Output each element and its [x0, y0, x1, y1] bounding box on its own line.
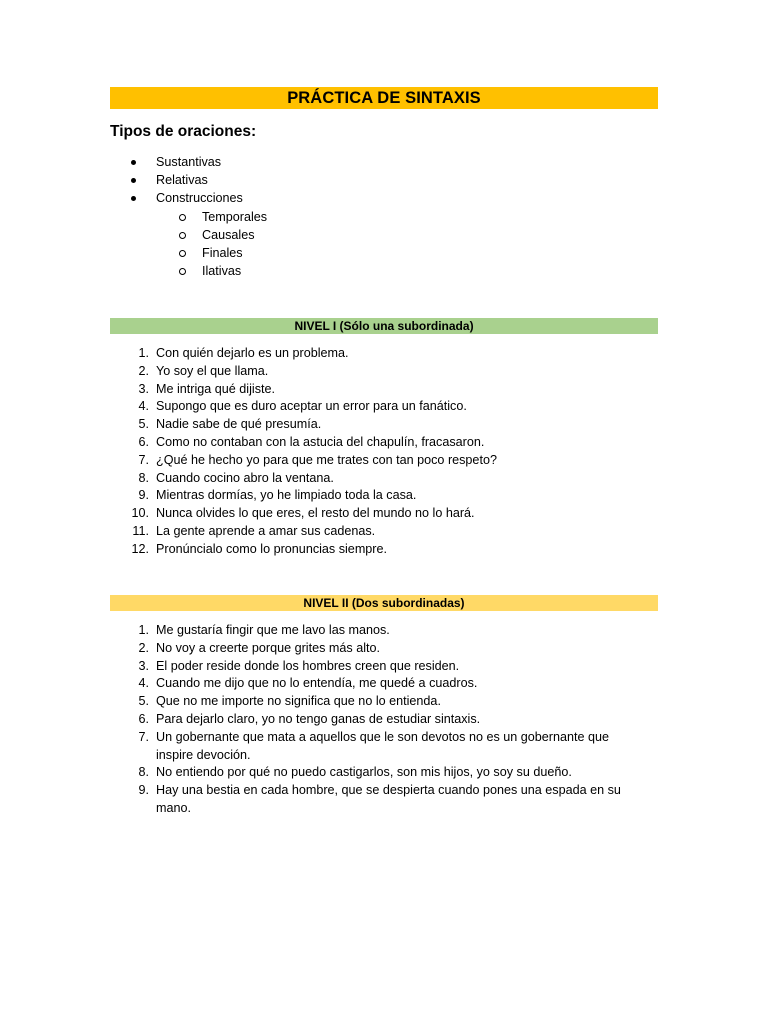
sentence-number: 3. — [138, 658, 149, 673]
sentence-item — [0, 416, 768, 434]
sentence-number: 5. — [138, 417, 149, 432]
sentence-number: 7. — [138, 729, 149, 744]
sentence-item — [0, 381, 768, 399]
sentence-number: 8. — [138, 765, 149, 780]
sentence-text: Yo soy el que llama. — [156, 363, 269, 378]
sentence-item — [0, 345, 768, 363]
sentence-text: Pronúncialo como lo pronuncias siempre. — [156, 541, 388, 556]
sub-list-item — [0, 262, 768, 280]
list-item-label: Sustantivas — [156, 155, 222, 169]
level-1-header: NIVEL I (Sólo una subordinada) — [110, 318, 658, 334]
list-item — [0, 189, 768, 207]
sentence-number: 4. — [138, 676, 149, 691]
sentence-number: 2. — [138, 363, 149, 378]
sentence-number: 4. — [138, 399, 149, 414]
sentence-item — [0, 523, 768, 541]
sentence-number: 10. — [131, 506, 149, 521]
sentence-text: Cuando cocino abro la ventana. — [156, 470, 334, 485]
circle-bullet-icon — [179, 250, 186, 257]
sentence-item — [0, 658, 768, 676]
sub-list-item — [0, 226, 768, 244]
sentence-item — [0, 640, 768, 658]
sub-list-item-label: Ilativas — [202, 264, 242, 279]
sentence-number: 1. — [138, 346, 149, 360]
sentence-item — [0, 711, 768, 729]
sentence-text: Un gobernante que mata a aquellos que le son devotos no es un gobernante que inspire devoción. — [156, 729, 610, 762]
sentence-number: 6. — [138, 711, 149, 726]
sentence-text: Hay una bestia en cada hombre, que se despierta cuando pones una espada en su mano. — [156, 783, 621, 815]
sentence-text: La gente aprende a amar sus cadenas. — [156, 523, 376, 538]
level-1-sentences — [0, 345, 768, 559]
list-item-label: Relativas — [156, 173, 208, 188]
sentence-number: 8. — [138, 470, 149, 485]
sentence-text: Cuando me dijo que no lo entendía, me quedé a cuadros. — [156, 676, 478, 691]
page-title: PRÁCTICA DE SINTAXIS — [110, 87, 658, 109]
sub-list-item — [0, 244, 768, 262]
sentence-item — [0, 505, 768, 523]
sub-list-item — [0, 208, 768, 226]
sentence-text: Supongo que es duro aceptar un error para un fanático. — [156, 399, 467, 414]
level-2-header: NIVEL II (Dos subordinadas) — [110, 595, 658, 611]
sentence-number: 7. — [138, 452, 149, 467]
bullet-icon — [131, 160, 136, 165]
list-item-label: Construcciones — [156, 191, 243, 206]
bullet-icon — [131, 196, 136, 201]
sentence-item — [0, 729, 768, 765]
sentence-item — [0, 693, 768, 711]
sentence-text: El poder reside donde los hombres creen que residen. — [156, 658, 460, 673]
sentence-text: Con quién dejarlo es un problema. — [156, 346, 349, 360]
sentence-item — [0, 434, 768, 452]
sentence-item — [0, 398, 768, 416]
sub-list-item-label: Finales — [202, 245, 243, 260]
sentence-types-list — [0, 153, 768, 280]
sentence-text: Como no contaban con la astucia del chapulín, fracasaron. — [156, 434, 485, 449]
sentence-number: 5. — [138, 694, 149, 709]
sentence-text: Que no me importe no significa que no lo entienda. — [156, 694, 441, 709]
sentence-text: Para dejarlo claro, yo no tengo ganas de estudiar sintaxis. — [156, 711, 481, 726]
sentence-number: 6. — [138, 434, 149, 449]
sentence-number: 12. — [131, 541, 149, 556]
sentence-item — [0, 470, 768, 488]
sentence-item — [0, 541, 768, 559]
sentence-item — [0, 622, 768, 640]
bullet-icon — [131, 178, 136, 183]
sentence-item — [0, 363, 768, 381]
sentence-item — [0, 452, 768, 470]
sentence-text: ¿Qué he hecho yo para que me trates con tan poco respeto? — [156, 452, 497, 467]
sentence-number: 11. — [132, 523, 149, 538]
sentence-number: 1. — [138, 623, 149, 637]
level-2-sentences — [0, 622, 768, 818]
sub-list-item-label: Causales — [202, 227, 255, 242]
sentence-text: Me gustaría fingir que me lavo las manos. — [156, 623, 390, 637]
list-item — [0, 171, 768, 189]
sentence-item — [0, 675, 768, 693]
sentence-text: Mientras dormías, yo he limpiado toda la casa. — [156, 488, 417, 503]
sentence-number: 9. — [138, 488, 149, 503]
list-item — [0, 153, 768, 171]
sentence-text: No entiendo por qué no puedo castigarlos, son mis hijos, yo soy su dueño. — [156, 765, 572, 780]
circle-bullet-icon — [179, 232, 186, 239]
circle-bullet-icon — [179, 268, 186, 275]
sentence-text: Nadie sabe de qué presumía. — [156, 417, 322, 432]
sentence-text: No voy a creerte porque grites más alto. — [156, 640, 380, 655]
section-subtitle: Tipos de oraciones: — [110, 123, 257, 140]
sentence-text: Me intriga qué dijiste. — [156, 381, 276, 396]
sentence-text: Nunca olvides lo que eres, el resto del mundo no lo hará. — [156, 506, 475, 521]
sentence-number: 3. — [138, 381, 149, 396]
sentence-item — [0, 487, 768, 505]
sentence-item — [0, 782, 768, 818]
sentence-number: 9. — [138, 783, 149, 798]
circle-bullet-icon — [179, 214, 186, 221]
sub-list-item-label: Temporales — [202, 209, 268, 224]
sentence-item — [0, 764, 768, 782]
sentence-number: 2. — [138, 640, 149, 655]
